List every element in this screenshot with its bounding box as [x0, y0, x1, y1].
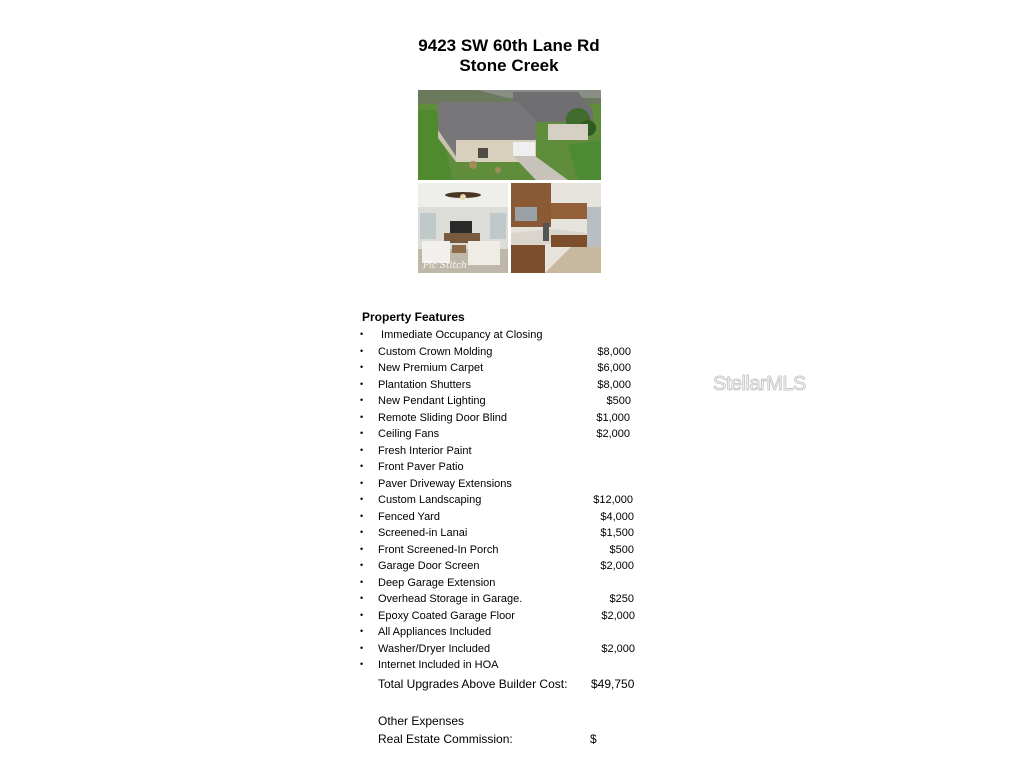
- watermark-logo: StellarMLS: [713, 373, 806, 395]
- bullet-icon: •: [360, 626, 364, 636]
- bullet-icon: •: [360, 494, 364, 504]
- living-room-photo: [418, 183, 508, 273]
- list-item: • Fenced Yard $4,000: [360, 509, 650, 526]
- kitchen-photo: [511, 183, 601, 273]
- list-item: • Front Screened-In Porch $500: [360, 542, 650, 559]
- aerial-exterior-photo: [418, 90, 601, 180]
- list-item: • All Appliances Included: [360, 624, 650, 641]
- other-expenses-heading: Other Expenses: [378, 714, 465, 728]
- list-item: • Remote Sliding Door Blind $1,000: [360, 410, 650, 427]
- commission-label: Real Estate Commission:: [378, 732, 513, 746]
- bullet-icon: •: [360, 378, 364, 389]
- total-upgrades-label: Total Upgrades Above Builder Cost:: [378, 677, 568, 691]
- bullet-icon: •: [360, 461, 364, 471]
- list-item: • Washer/Dryer Included $2,000: [360, 641, 650, 658]
- bullet-icon: •: [360, 395, 364, 405]
- list-item: • Immediate Occupancy at Closing: [360, 327, 650, 344]
- bullet-icon: •: [360, 362, 364, 372]
- commission-value: $: [590, 732, 597, 746]
- bullet-icon: •: [360, 560, 364, 570]
- list-item: • Internet Included in HOA: [360, 657, 650, 674]
- list-item: • Screened-in Lanai $1,500: [360, 525, 650, 542]
- property-features-heading: Property Features: [362, 310, 465, 324]
- list-item: • Ceiling Fans $2,000: [360, 426, 650, 443]
- bullet-icon: •: [360, 659, 364, 669]
- list-item: • Custom Crown Molding $8,000: [360, 344, 650, 361]
- bullet-icon: •: [360, 444, 364, 455]
- bullet-icon: •: [360, 576, 364, 587]
- list-item: • Fresh Interior Paint: [360, 443, 650, 460]
- bullet-icon: •: [360, 411, 364, 422]
- total-upgrades-value: $49,750: [591, 677, 635, 691]
- bullet-icon: •: [360, 609, 364, 620]
- bullet-icon: •: [360, 477, 364, 488]
- list-item: • Front Paver Patio: [360, 459, 650, 476]
- list-item: • Paver Driveway Extensions: [360, 476, 650, 493]
- list-item: • Deep Garage Extension: [360, 575, 650, 592]
- bullet-icon: •: [360, 428, 364, 438]
- property-address-title: 9423 SW 60th Lane Rd: [418, 36, 600, 55]
- bullet-icon: •: [360, 642, 364, 653]
- collage-caption: Pic Stitch: [423, 261, 467, 271]
- bullet-icon: •: [360, 510, 364, 521]
- bullet-icon: •: [360, 543, 364, 554]
- list-item: • New Premium Carpet $6,000: [360, 360, 650, 377]
- bullet-icon: •: [360, 593, 364, 603]
- list-item: • Overhead Storage in Garage. $250: [360, 591, 650, 608]
- bullet-icon: •: [360, 329, 364, 339]
- bullet-icon: •: [360, 527, 364, 537]
- list-item: • Epoxy Coated Garage Floor $2,000: [360, 608, 650, 625]
- list-item: • Plantation Shutters $8,000: [360, 377, 650, 394]
- bullet-icon: •: [360, 345, 364, 356]
- community-name-title: Stone Creek: [459, 56, 559, 75]
- feature-list: [360, 327, 650, 674]
- list-item: • Garage Door Screen $2,000: [360, 558, 650, 575]
- list-item: • Custom Landscaping $12,000: [360, 492, 650, 509]
- list-item: • New Pendant Lighting $500: [360, 393, 650, 410]
